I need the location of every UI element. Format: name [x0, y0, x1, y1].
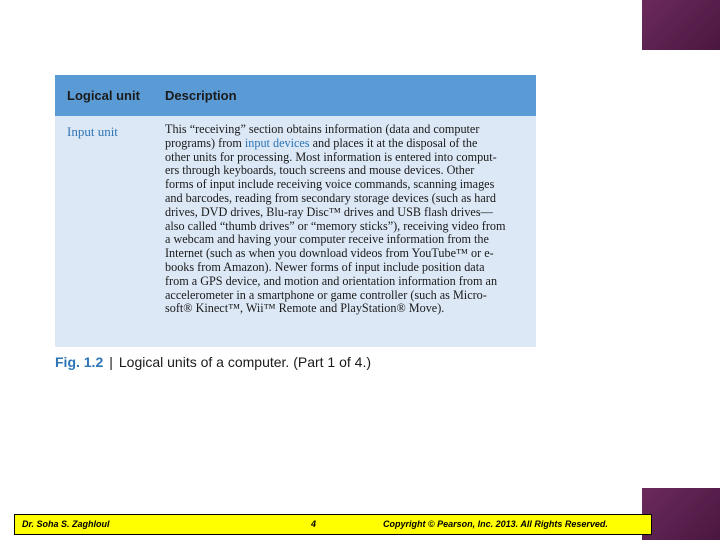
header-description: Description: [165, 88, 237, 103]
description-line: [165, 275, 531, 289]
description-line: [165, 151, 531, 165]
logical-units-table: [55, 75, 536, 347]
footer-author: Dr. Soha S. Zaghloul: [22, 519, 110, 529]
description-line: [165, 220, 531, 234]
row-unit-input: Input unit: [67, 124, 118, 139]
description-text: accelerometer in a smartphone or game controller (such as Micro-: [165, 287, 487, 302]
description-line: [165, 206, 531, 220]
header-logical-unit: Logical unit: [67, 88, 140, 103]
description-text: also called “thumb drives” or “memory sticks”), receiving video from: [165, 218, 506, 233]
corner-accent-bottom: [642, 488, 720, 540]
description-line: [165, 233, 531, 247]
table-header: [55, 75, 536, 116]
description-text: soft® Kinect™, Wii™ Remote and PlayStation® Move).: [165, 301, 445, 316]
description-line: [165, 247, 531, 261]
description-line: [165, 261, 531, 275]
description-line: [165, 123, 531, 137]
description-text: other units for processing. Most information is entered into comput-: [165, 149, 497, 164]
description-text: books from Amazon). Newer forms of input include position data: [165, 259, 485, 274]
figure-caption: [55, 354, 371, 370]
description-line: [165, 164, 531, 178]
description-text: and barcodes, reading from secondary storage devices (such as hard: [165, 190, 496, 205]
description-text: drives, DVD drives, Blu-ray Disc™ drives and USB flash drives—: [165, 204, 493, 219]
figure-label: Fig. 1.2: [55, 354, 104, 370]
corner-accent-top: [642, 0, 720, 50]
description-line: [165, 302, 531, 316]
description-text: Internet (such as when you download videos from YouTube™ or e-: [165, 246, 494, 261]
description-line: [165, 192, 531, 206]
footer-page-number: 4: [311, 519, 317, 529]
input-devices-term: input devices: [244, 135, 310, 150]
description-text: programs) from: [165, 135, 245, 150]
description-text: and places it at the disposal of the: [309, 135, 478, 150]
description-line: [165, 289, 531, 303]
description-text: This “receiving” section obtains information (data and computer: [165, 122, 480, 136]
caption-separator: |: [109, 354, 113, 370]
description-text: a webcam and having your computer receive information from the: [165, 232, 489, 247]
row-description: [165, 123, 531, 316]
caption-text: Logical units of a computer. (Part 1 of 4.): [118, 354, 372, 370]
footer-bar: [14, 514, 652, 535]
footer-copyright: Copyright © Pearson, Inc. 2013. All Rights Reserved.: [383, 519, 608, 529]
description-text: forms of input include receiving voice commands, scanning images: [165, 177, 495, 192]
description-line: [165, 137, 531, 151]
description-text: from a GPS device, and motion and orientation information from an: [165, 273, 498, 288]
description-text: ers through keyboards, touch screens and mouse devices. Other: [165, 163, 475, 178]
description-line: [165, 178, 531, 192]
